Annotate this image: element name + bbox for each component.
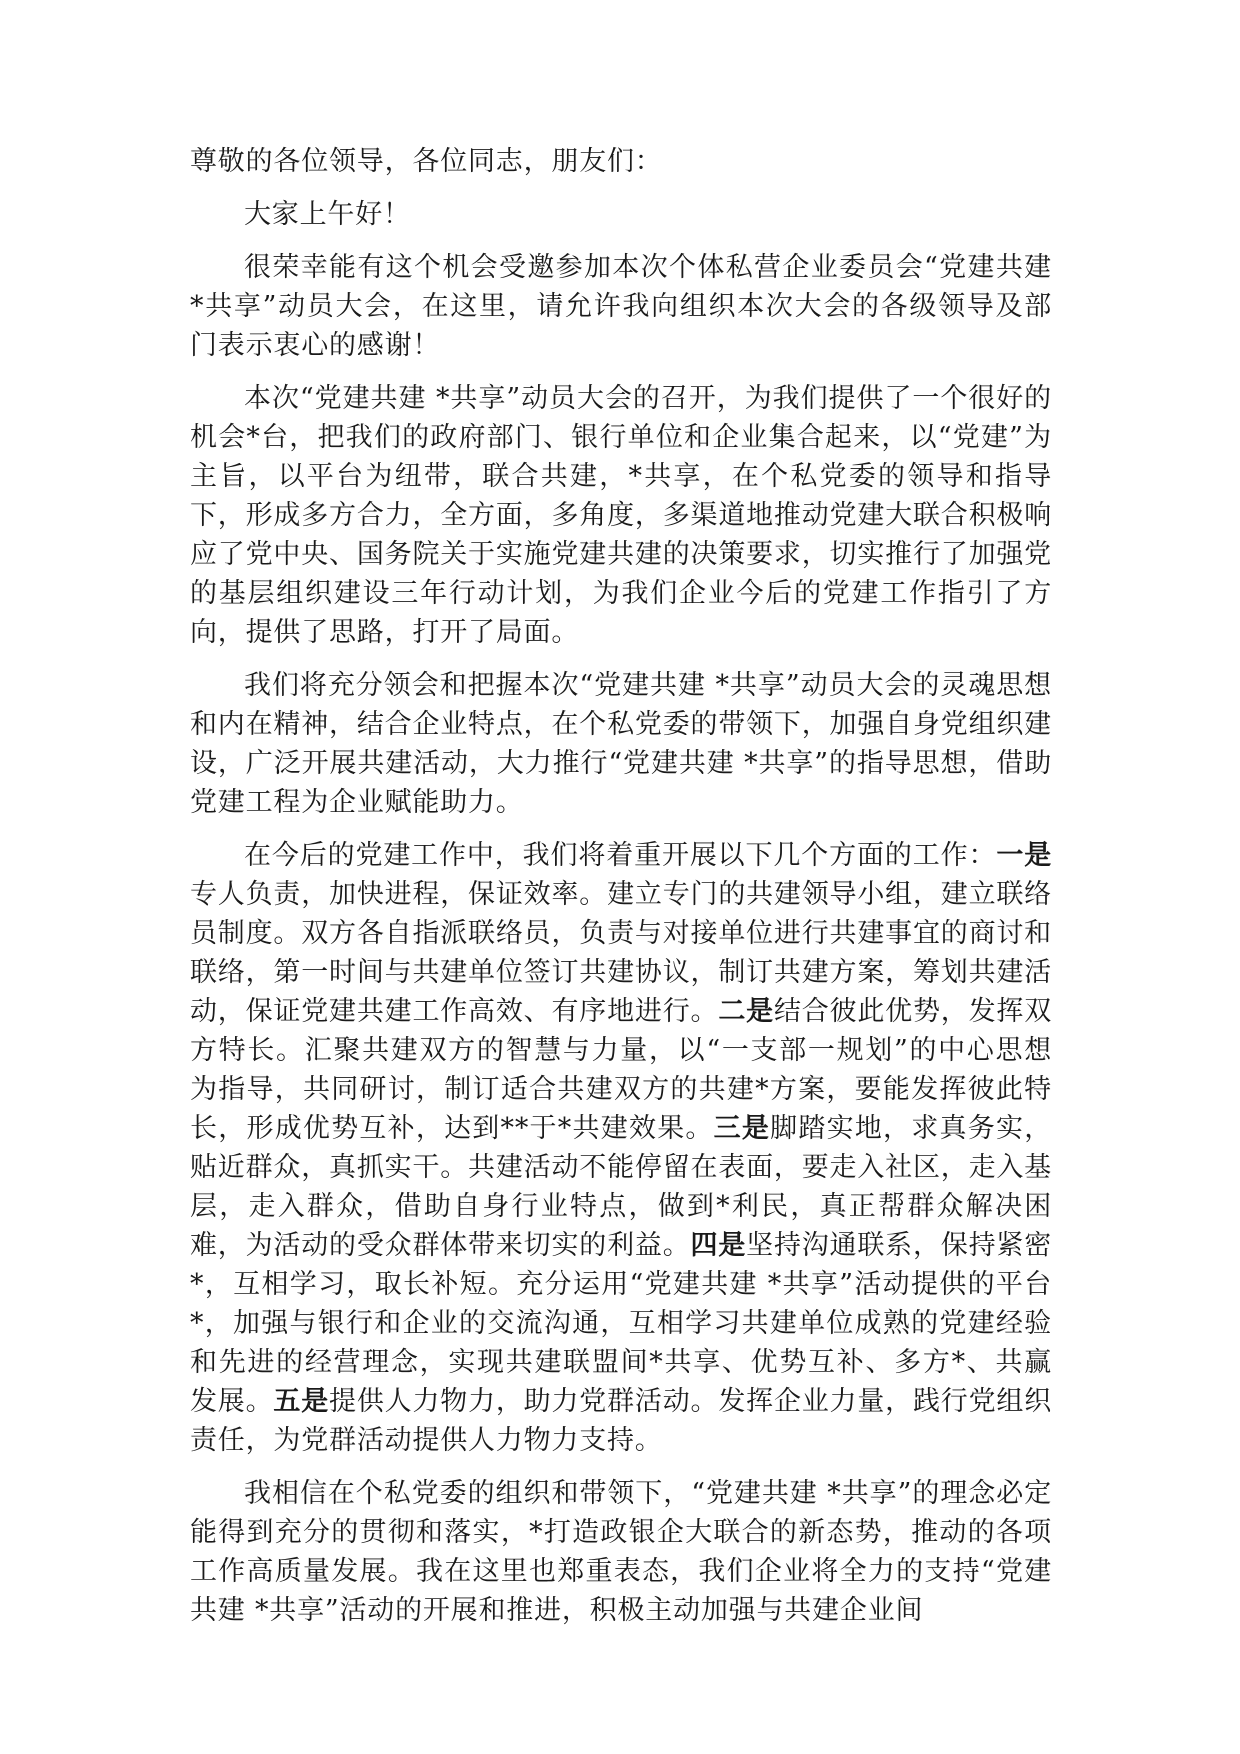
work-plan-key-3: 三是: [713, 1113, 771, 1144]
paragraph-commitment: 我们将充分领会和把握本次“党建共建 *共享”动员大会的灵魂思想和内在精神，结合企业特点，在个私党委的带领下，加强自身党组织建设，广泛开展共建活动，大力推行“党建共建 *共享”的指导思想，借助党建工程为企业赋能助力。: [190, 670, 1052, 818]
greeting: 大家上午好！: [244, 199, 411, 230]
salutation: 尊敬的各位领导，各位同志，朋友们：: [190, 146, 663, 177]
paragraph-conference-emphasis: 积极响应了党中央、国务院关于实施党建共建的决策要求，切实推行了加强党的基层组织建设三年行动计划，: [190, 500, 1052, 609]
paragraph-conference-part-a: 本次“党建共建 *共享”动员大会的召开，为我们提供了一个很好的机会*台，把我们的政府部门、银行单位和企业集合起来，以“党建”为主旨，以平台为纽带，联合共建，*共享，在个私党委的领导和指导下，形成多方合力，全方面，多角度，多渠道地推动党建大联合: [190, 383, 1052, 531]
work-plan-key-2: 二是: [718, 996, 774, 1027]
work-plan-text-2: 结合彼此优势，发挥双方特长。汇聚共建双方的智慧与力量，以“一支部一规划”的中心思想为指导，共同研讨，制订适合共建双方的共建*方案，要能发挥彼此特长，形成优势互补，达到**于*共建效果。: [190, 996, 1053, 1144]
work-plan-text-3: 脚踏实地，求真务实，贴近群众，真抓实干。共建活动不能停留在表面，要走入社区，走入基层，走入群众，借助自身行业特点，做到*利民，真正帮群众解决困难，为活动的受众群体带来切实的利益。: [190, 1113, 1053, 1261]
paragraph-work-plan: [190, 836, 1052, 1460]
paragraph-thanks: 很荣幸能有这个机会受邀参加本次个体私营企业委员会“党建共建 *共享”动员大会，在这里，请允许我向组织本次大会的各级领导及部门表示衷心的感谢！: [190, 252, 1052, 361]
work-plan-text-5: 提供人力物力，助力党群活动。发挥企业力量，践行党组织责任，为党群活动提供人力物力支持。: [190, 1386, 1052, 1456]
work-plan-text-4: 坚持沟通联系，保持紧密*，互相学习，取长补短。充分运用“党建共建 *共享”活动提供的平台*，加强与银行和企业的交流沟通，互相学习共建单位成熟的党建经验和先进的经营理念，实现共建联盟间*共享、优势互补、多方*、共赢发展。: [190, 1230, 1052, 1417]
work-plan-text-1: 专人负责，加快进程，保证效率。建立专门的共建领导小组，建立联络员制度。双方各自指派联络员，负责与对接单位进行共建事宜的商讨和联络，第一时间与共建单位签订共建协议，制订共建方案，筹划共建活动，保证党建共建工作高效、有序地进行。: [190, 879, 1052, 1027]
work-plan-key-1: 一是: [996, 840, 1052, 871]
speech-body: [190, 142, 1052, 1644]
work-plan-key-5: 五是: [273, 1386, 330, 1417]
work-plan-key-4: 四是: [690, 1230, 747, 1261]
paragraph-closing: 我相信在个私党委的组织和带领下，“党建共建 *共享”的理念必定能得到充分的贯彻和落实，*打造政银企大联合的新态势，推动的各项工作高质量发展。我在这里也郑重表态，我们企业将全力的支持“党建共建 *共享”活动的开展和推进，积极主动加强与共建企业间: [190, 1478, 1052, 1626]
work-plan-intro: 在今后的党建工作中，我们将着重开展以下几个方面的工作：: [244, 840, 997, 871]
paragraph-conference: [190, 379, 1052, 652]
paragraph-conference-part-c: 为我们企业今后的党建工作指引了方向，提供了思路，打开了局面。: [190, 578, 1052, 648]
